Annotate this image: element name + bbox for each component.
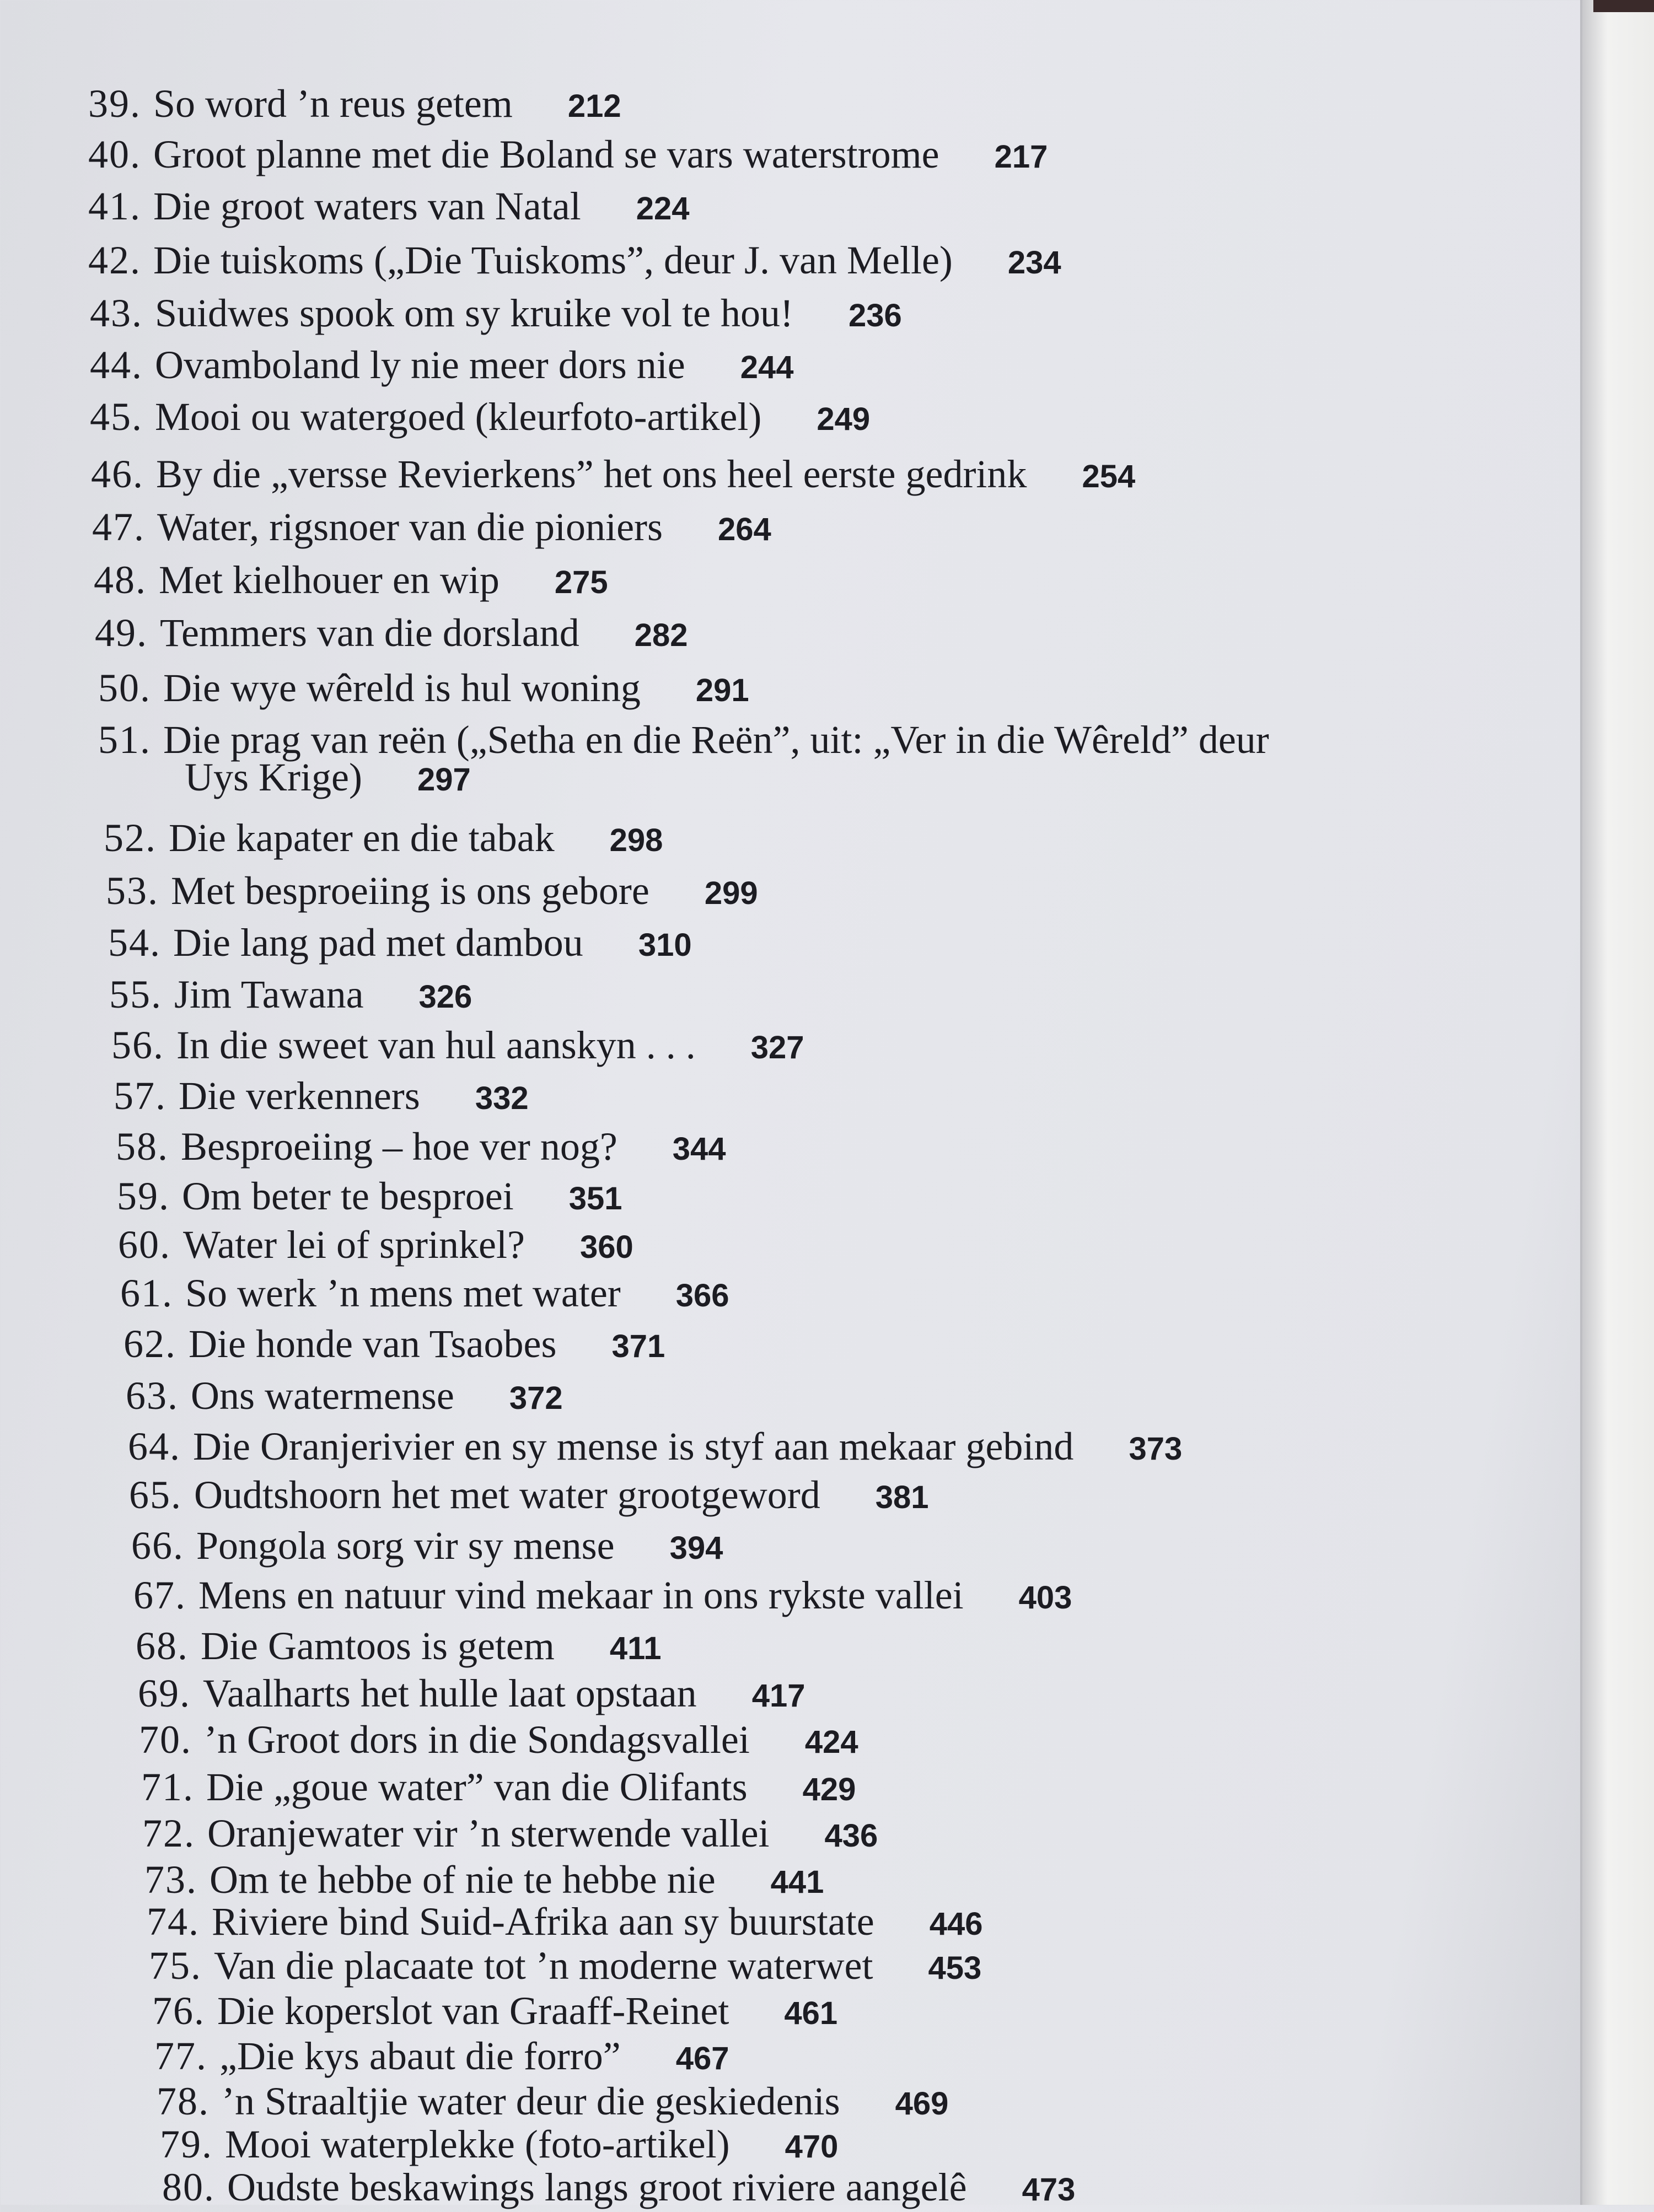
- entry-number: 63.: [126, 1374, 179, 1418]
- entry-page-number: 469: [895, 2086, 949, 2122]
- toc-entry: [117, 1174, 622, 1221]
- entry-page-number: 417: [751, 1678, 805, 1714]
- entry-title: Die wye wêreld is hul woning: [163, 666, 641, 710]
- toc-entry: [154, 2034, 729, 2081]
- toc-entry: [90, 343, 794, 390]
- entry-page-number: 212: [567, 88, 621, 124]
- entry-title: Oudste beskawings langs groot riviere aangelê: [227, 2165, 967, 2209]
- book-cover-corner: [1593, 0, 1654, 12]
- entry-page-number: 297: [417, 762, 471, 798]
- entry-title: Die lang pad met dambou: [173, 921, 583, 965]
- toc-entry: [108, 921, 692, 967]
- entry-page-number: 291: [695, 672, 749, 708]
- toc-entry: [106, 869, 758, 916]
- entry-title: Die koperslot van Graaff-Reinet: [217, 1989, 729, 2033]
- entry-page-number: 461: [784, 1995, 838, 2031]
- entry-title: Oranjewater vir ’n sterwende vallei: [207, 1811, 770, 1855]
- toc-entry: [114, 1074, 529, 1121]
- toc-entry: [131, 1524, 723, 1570]
- entry-number: 60.: [118, 1223, 171, 1267]
- entry-number: 46.: [91, 452, 144, 496]
- entry-page-number: 326: [418, 979, 472, 1015]
- entry-number: 58.: [116, 1124, 169, 1169]
- entry-title: Om te hebbe of nie te hebbe nie: [210, 1858, 716, 1902]
- entry-title: Met besproeiing is ons gebore: [171, 869, 649, 913]
- entry-title-continuation: Uys Krige): [185, 755, 362, 799]
- entry-page-number: 236: [848, 298, 902, 333]
- toc-entry: [160, 2122, 838, 2169]
- toc-entry: [126, 1374, 563, 1420]
- entry-title: Suidwes spook om sy kruike vol te hou!: [155, 291, 793, 335]
- entry-title: Water lei of sprinkel?: [183, 1223, 525, 1267]
- entry-title: So werk ’n mens met water: [185, 1271, 621, 1315]
- entry-title: Mooi waterplekke (foto-artikel): [225, 2122, 730, 2166]
- toc-entry: [109, 972, 472, 1019]
- toc-entry: [120, 1271, 729, 1318]
- entry-title: Mens en natuur vind mekaar in ons rykste vallei: [198, 1573, 964, 1617]
- toc-entry: [90, 395, 870, 442]
- entry-page-number: 373: [1129, 1431, 1183, 1467]
- entry-number: 55.: [109, 972, 162, 1016]
- entry-title: Die kapater en die tabak: [169, 816, 555, 860]
- entry-number: 64.: [128, 1424, 181, 1468]
- entry-number: 71.: [141, 1765, 194, 1809]
- entry-page-number: 254: [1082, 459, 1136, 494]
- entry-page-number: 264: [718, 512, 771, 547]
- entry-title: Die verkenners: [179, 1074, 420, 1118]
- entry-page-number: 351: [568, 1181, 622, 1217]
- entry-number: 75.: [149, 1944, 202, 1988]
- entry-number: 52.: [104, 816, 157, 860]
- entry-number: 54.: [108, 921, 161, 965]
- entry-page-number: 282: [634, 617, 688, 653]
- entry-page-number: 244: [740, 349, 794, 385]
- entry-number: 44.: [90, 343, 143, 387]
- entry-number: 70.: [139, 1718, 192, 1762]
- entry-page-number: 366: [675, 1278, 729, 1314]
- entry-page-number: 249: [817, 401, 871, 437]
- toc-entry: [104, 816, 663, 863]
- entry-page-number: 473: [1022, 2172, 1076, 2208]
- entry-page-number: 234: [1007, 245, 1061, 281]
- entry-page-number: 332: [475, 1080, 529, 1116]
- toc-entry: [144, 1858, 824, 1904]
- toc-entry: [111, 1023, 804, 1070]
- entry-title: Ons watermense: [191, 1374, 454, 1418]
- toc-entry: [142, 1811, 878, 1858]
- toc-entry: [123, 1322, 665, 1369]
- toc-entry: [133, 1573, 1072, 1620]
- entry-page-number: 310: [638, 927, 692, 963]
- toc-entry: [138, 1671, 805, 1718]
- entry-page-number: 298: [609, 822, 663, 858]
- entry-page-number: 467: [675, 2041, 729, 2076]
- entry-page-number: 327: [750, 1030, 804, 1065]
- entry-page-number: 429: [802, 1772, 856, 1807]
- entry-page-number: 344: [672, 1131, 726, 1167]
- entry-title: Ovamboland ly nie meer dors nie: [155, 343, 685, 387]
- entry-number: 65.: [129, 1473, 182, 1517]
- entry-title: Om beter te besproei: [182, 1174, 514, 1218]
- entry-title: So word ’n reus getem: [153, 82, 513, 126]
- toc-entry: [94, 558, 608, 605]
- entry-title: Pongola sorg vir sy mense: [196, 1524, 615, 1568]
- entry-title: Die „goue water” van die Olifants: [206, 1765, 748, 1809]
- entry-title: Die Oranjerivier en sy mense is styf aan mekaar gebind: [193, 1424, 1074, 1468]
- entry-number: 53.: [106, 869, 159, 913]
- toc-entry: [98, 666, 749, 713]
- entry-title: Die Gamtoos is getem: [201, 1624, 555, 1668]
- entry-number: 59.: [117, 1174, 170, 1218]
- entry-number: 69.: [138, 1671, 191, 1715]
- entry-number: 68.: [136, 1624, 189, 1668]
- entry-title: Die tuiskoms („Die Tuiskoms”, deur J. van Melle): [153, 238, 953, 282]
- toc-entry: [141, 1765, 856, 1812]
- entry-title: Jim Tawana: [174, 972, 364, 1016]
- toc-entry: [139, 1718, 858, 1764]
- entry-title: Van die placaate tot ’n moderne waterwet: [214, 1944, 873, 1988]
- entry-title: Die prag van reën („Setha en die Reën”, uit: „Ver in die Wêreld” deur: [163, 718, 1269, 762]
- entry-number: 42.: [88, 238, 141, 282]
- entry-number: 47.: [92, 505, 145, 549]
- entry-number: 56.: [111, 1023, 164, 1067]
- entry-number: 40.: [88, 132, 141, 176]
- entry-title: Mooi ou watergoed (kleurfoto-artikel): [155, 395, 762, 439]
- entry-page-number: 411: [609, 1630, 662, 1666]
- entry-title: Met kielhouer en wip: [159, 558, 500, 602]
- entry-title: Die groot waters van Natal: [153, 184, 581, 228]
- toc-entry: [92, 505, 771, 552]
- entry-page-number: 436: [824, 1818, 878, 1854]
- entry-number: 66.: [131, 1524, 184, 1568]
- entry-number: 76.: [152, 1989, 205, 2033]
- entry-title: „Die kys abaut die forro”: [219, 2034, 621, 2078]
- entry-title: ’n Groot dors in die Sondagsvallei: [204, 1718, 750, 1762]
- entry-page-number: 217: [994, 139, 1048, 175]
- entry-title: Groot planne met die Boland se vars waterstrome: [153, 132, 939, 176]
- toc-entry: [91, 452, 1135, 499]
- entry-title: Riviere bind Suid-Afrika aan sy buurstate: [212, 1899, 874, 1944]
- toc-entry: [118, 1223, 633, 1269]
- entry-page-number: 224: [636, 191, 690, 227]
- entry-number: 80.: [162, 2165, 215, 2209]
- entry-page-number: 360: [579, 1229, 633, 1265]
- entry-number: 72.: [142, 1811, 195, 1855]
- entry-number: 41.: [88, 184, 141, 228]
- entry-page-number: 371: [611, 1328, 665, 1364]
- toc-entry: [147, 1899, 983, 1946]
- toc-entry: [88, 132, 1048, 179]
- entry-page-number: 470: [785, 2129, 839, 2165]
- entry-title: Oudtshoorn het met water grootgeword: [194, 1473, 820, 1517]
- toc-entry: [157, 2079, 948, 2126]
- entry-page-number: 372: [509, 1380, 563, 1416]
- entry-number: 79.: [160, 2122, 213, 2166]
- entry-page-number: 403: [1018, 1580, 1072, 1616]
- toc-entry: [88, 184, 690, 231]
- toc-entry: [88, 82, 621, 128]
- entry-number: 49.: [95, 611, 148, 655]
- entry-number: 50.: [98, 666, 151, 710]
- entry-page-number: 441: [770, 1864, 824, 1900]
- adjacent-page-edge: [1580, 0, 1654, 2205]
- toc-entry: [90, 291, 902, 338]
- entry-page-number: 453: [928, 1950, 982, 1986]
- toc-entry: [162, 2165, 1075, 2212]
- entry-page-number: 299: [704, 875, 758, 911]
- toc-entry: [128, 1424, 1182, 1471]
- entry-number: 48.: [94, 558, 147, 602]
- entry-page-number: 381: [875, 1479, 929, 1515]
- toc-entry: [136, 1624, 661, 1671]
- entry-page-number: 424: [804, 1724, 858, 1760]
- toc-entry-continuation: [185, 755, 471, 802]
- entry-number: 43.: [90, 291, 143, 335]
- entry-page-number: 394: [669, 1530, 723, 1566]
- entry-title: Die honde van Tsaobes: [189, 1322, 557, 1366]
- entry-number: 62.: [123, 1322, 176, 1366]
- entry-number: 73.: [144, 1858, 197, 1902]
- entry-title: Vaalharts het hulle laat opstaan: [203, 1671, 697, 1715]
- entry-number: 57.: [114, 1074, 167, 1118]
- toc-entry: [149, 1944, 981, 1990]
- entry-title: By die „versse Revierkens” het ons heel eerste gedrink: [156, 452, 1027, 496]
- entry-title: ’n Straaltjie water deur die geskiedenis: [222, 2079, 840, 2123]
- entry-title: Water, rigsnoer van die pioniers: [157, 505, 663, 549]
- entry-page-number: 446: [929, 1906, 983, 1942]
- entry-number: 74.: [147, 1899, 200, 1944]
- entry-title: Besproeiing – hoe ver nog?: [181, 1124, 617, 1169]
- entry-number: 39.: [88, 82, 141, 126]
- entry-title: In die sweet van hul aanskyn . . .: [176, 1023, 696, 1067]
- entry-number: 78.: [157, 2079, 210, 2123]
- entry-title: Temmers van die dorsland: [160, 611, 579, 655]
- entry-number: 45.: [90, 395, 143, 439]
- toc-entry: [116, 1124, 726, 1171]
- entry-number: 61.: [120, 1271, 173, 1315]
- entry-number: 77.: [154, 2034, 207, 2078]
- toc-entry: [95, 611, 688, 658]
- entry-page-number: 275: [554, 564, 608, 600]
- toc-entry: [152, 1989, 837, 2036]
- toc-entry: [88, 238, 1061, 285]
- entry-number: 67.: [133, 1573, 186, 1617]
- entry-number: 51.: [98, 718, 151, 762]
- toc-entry: [129, 1473, 929, 1520]
